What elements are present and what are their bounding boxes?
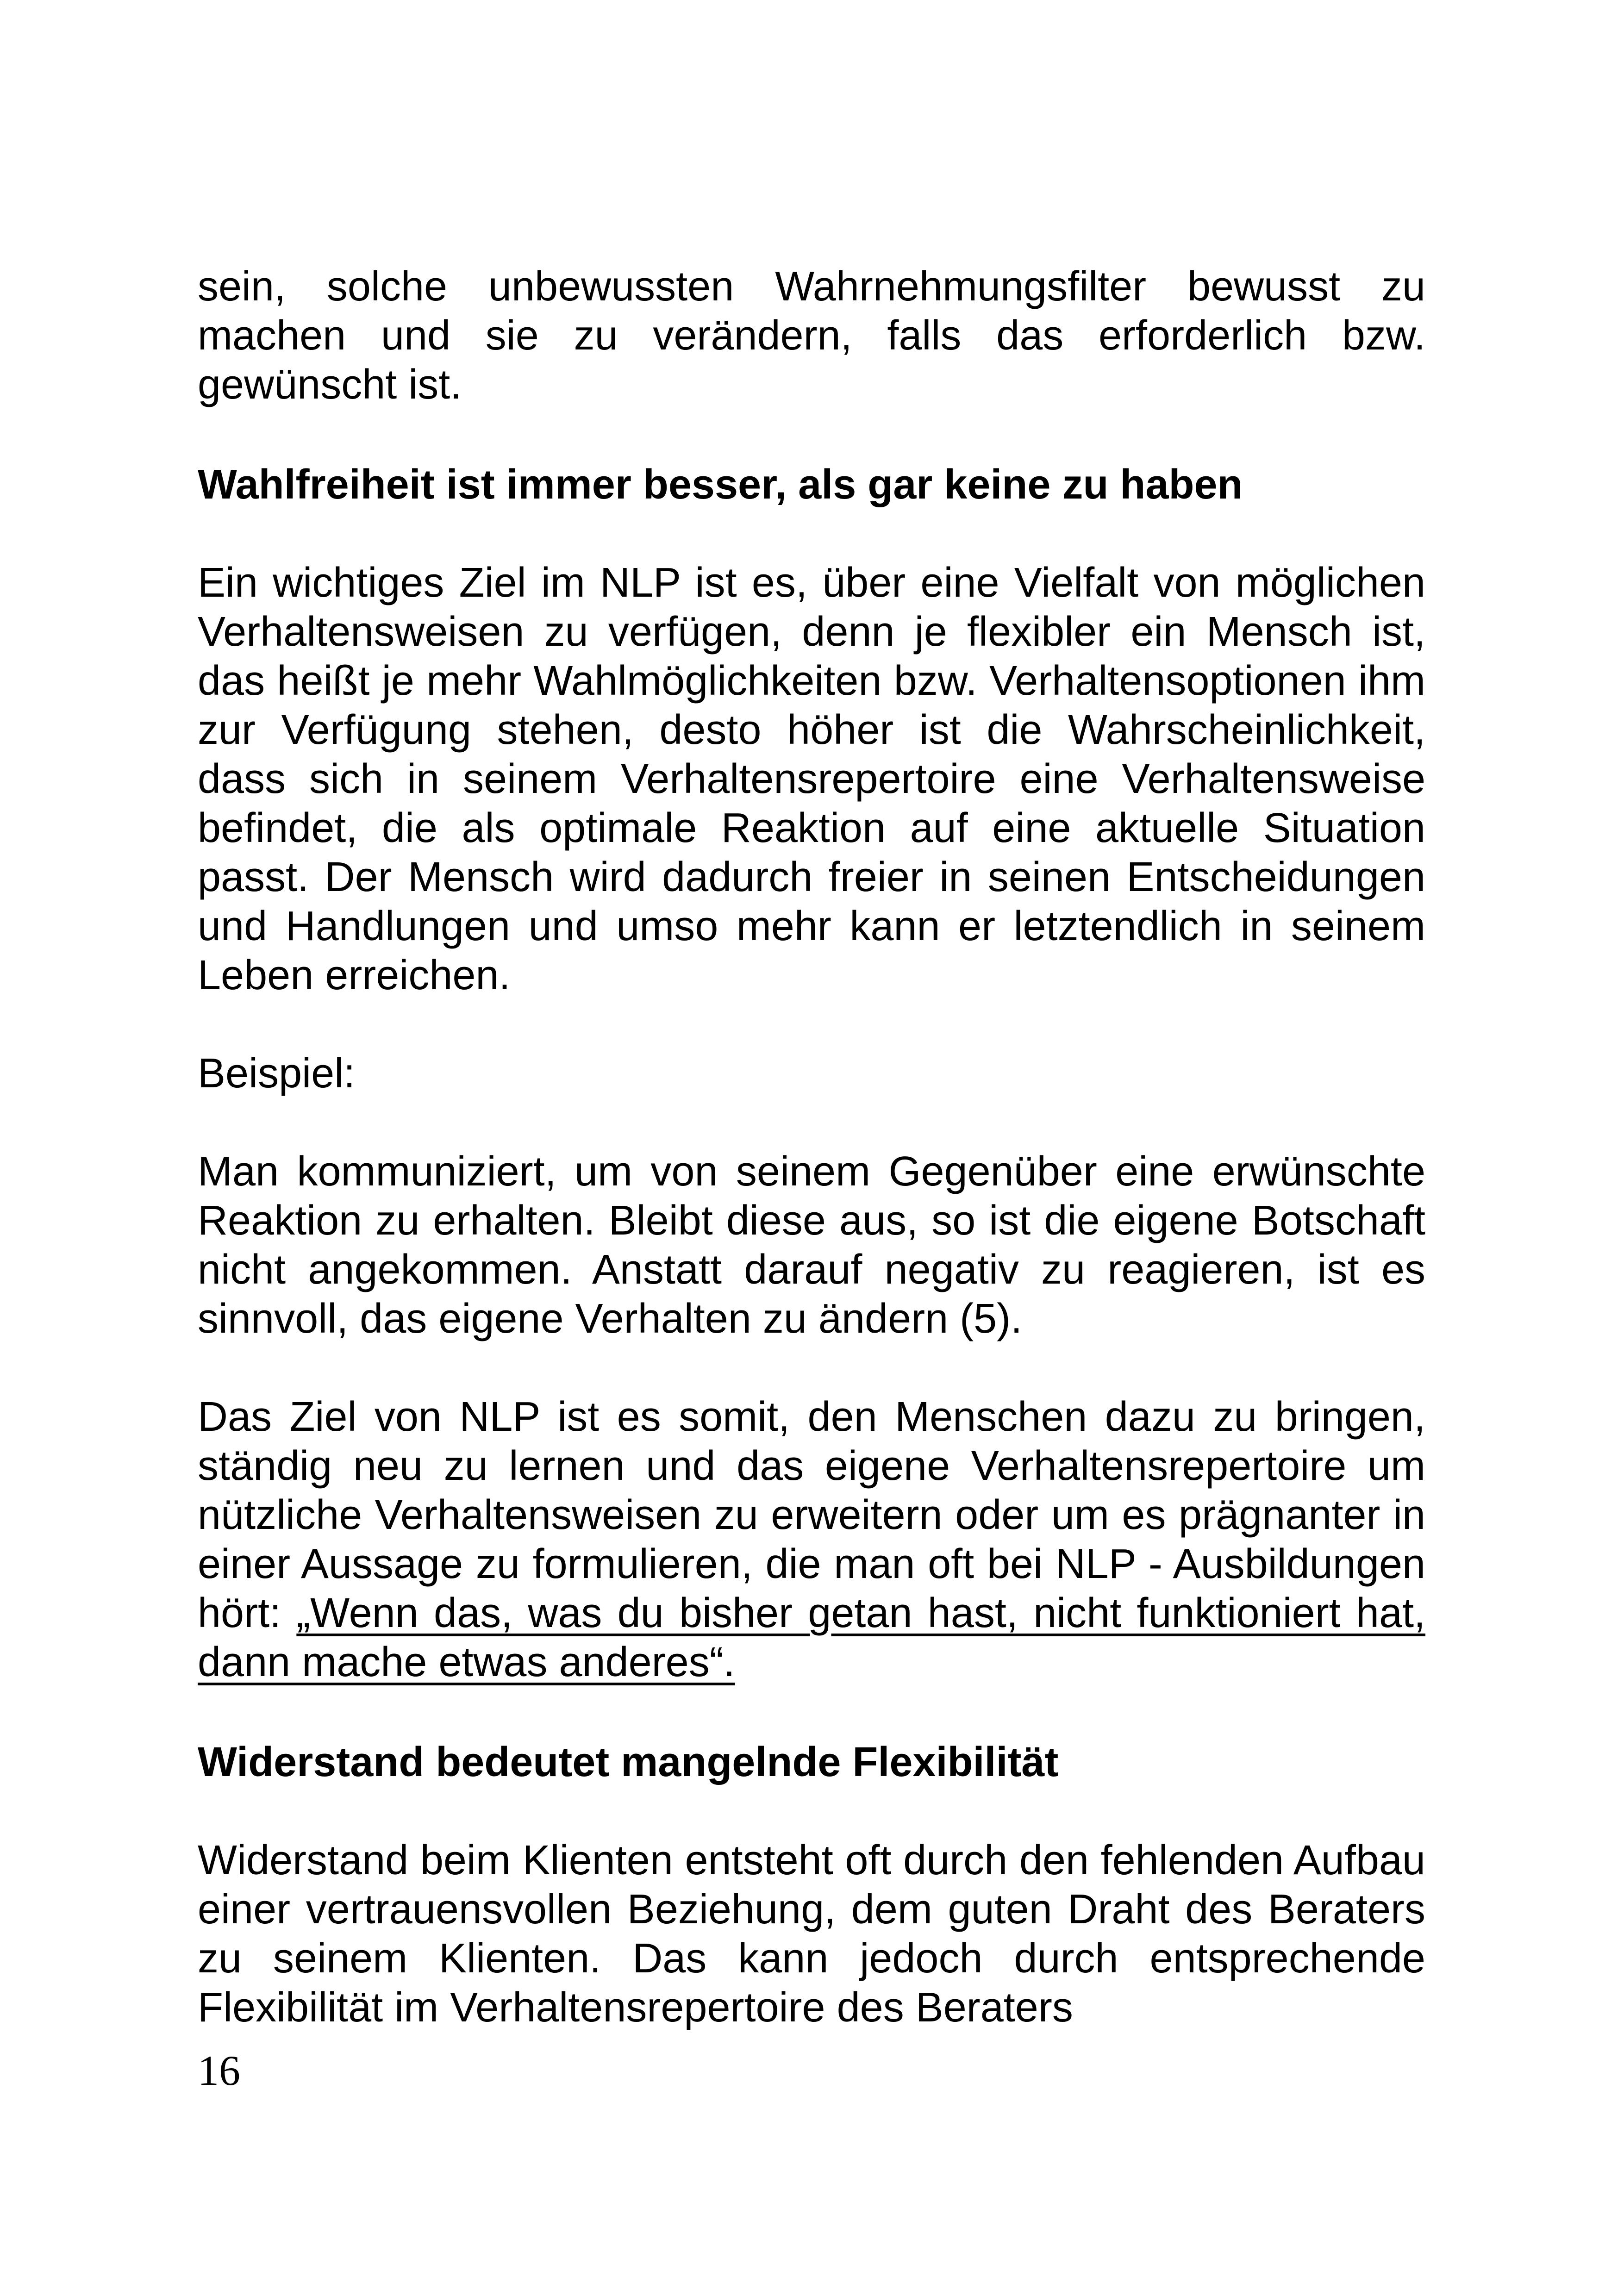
paragraph-ziel-nlp	[198, 1392, 1425, 1687]
intro-paragraph: sein, solche unbewussten Wahrnehmungsfilter bewusst zu machen und sie zu verändern, falls das erforderlich bzw. gewünscht ist.	[198, 263, 1425, 408]
section-heading-widerstand: Widerstand bedeutet mangelnde Flexibilität	[198, 1739, 1059, 1785]
example-paragraph: Man kommuniziert, um von seinem Gegenüber eine erwünschte Reaktion zu erhalten. Bleibt diese aus, so ist die eigene Botschaft nicht angekommen. Anstatt darauf negativ zu reagieren, ist es sinnvoll, das eigene Verhalten zu ändern (5).	[198, 1148, 1425, 1342]
page-body	[198, 262, 1425, 2032]
paragraph-verhaltensweisen: Ein wichtiges Ziel im NLP ist es, über eine Vielfalt von möglichen Verhaltensweisen zu verfügen, denn je flexibler ein Mensch ist, das heißt je mehr Wahlmöglichkeiten bzw. Verhaltensoptionen ihm zur Verfügung stehen, desto höher ist die Wahrscheinlichkeit, dass sich in seinem Verhaltensrepertoire eine Verhaltensweise befindet, die als optimale Reaktion auf eine aktuelle Situation passt. Der Mensch wird dadurch freier in seinen Entscheidungen und Handlungen und umso mehr kann er letztendlich in seinem Leben erreichen.	[198, 560, 1425, 998]
example-label: Beispiel:	[198, 1050, 356, 1097]
section-heading-wahlfreiheit: Wahlfreiheit ist immer besser, als gar keine zu haben	[198, 461, 1243, 508]
paragraph-widerstand: Widerstand beim Klienten entsteht oft durch den fehlenden Aufbau einer vertrauensvollen Beziehung, dem guten Draht des Beraters zu seinem Klienten. Das kann jedoch durch entsprechende Flexibilität im Verhaltensrepertoire des Beraters	[198, 1837, 1425, 2031]
underlined-quote: „Wenn das, was du bisher getan hast, nicht funktioniert hat, dann mache etwas anderes“.	[198, 1590, 1426, 1685]
page-number: 16	[198, 2047, 240, 2094]
paragraph-ziel-text: Das Ziel von NLP ist es somit, den Menschen dazu zu bringen, ständig neu zu lernen und das eigene Verhaltensrepertoire um nützliche Verhaltensweisen zu erweitern oder um es prägnanter in einer Aussage zu formulieren, die man oft bei NLP - Ausbildungen hört:	[198, 1394, 1425, 1636]
